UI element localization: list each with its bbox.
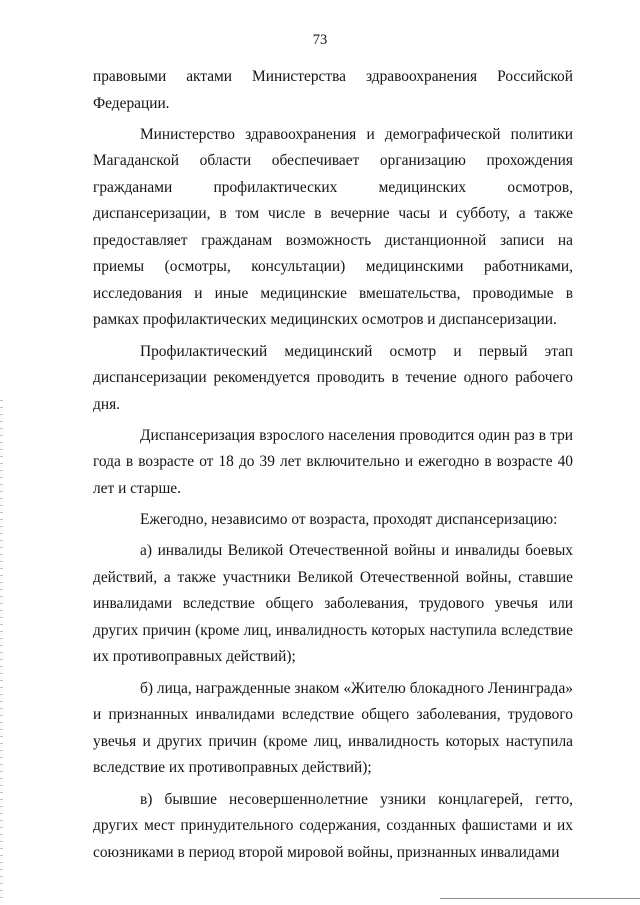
scan-edge-artifact (0, 400, 3, 900)
paragraph-ministry-organization: Министерство здравоохранения и демографической политики Магаданской области обеспечивает организацию прохождения гражданами профилактических медицинских осмотров, диспансеризации, в том числе в вечерние часы и субботу, а также предоставляет гражданам возможность дистанционной записи на приемы (осмотры, консультации) медицинскими работниками, исследования и иные медицинские вмешательства, проводимые в рамках профилактических медицинских осмотров и диспансеризации. (93, 125, 573, 329)
list-item-a: а) инвалиды Великой Отечественной войны и инвалиды боевых действий, а также участники Великой Отечественной войны, ставшие инвалидами вследствие общего заболевания, трудового увечья или других причин (кроме лиц, инвалидность которых наступила вследствие их противоправных действий); (93, 542, 573, 666)
list-item-v: в) бывшие несовершеннолетние узники концлагерей, гетто, других мест принудительного содержания, созданных фашистами и их союзниками в период второй мировой войны, признанных инвалидами (93, 790, 573, 861)
paragraph-annual-intro: Ежегодно, независимо от возраста, проходят диспансеризацию: (140, 511, 558, 529)
page-number: 73 (312, 32, 328, 48)
document-body (93, 64, 573, 871)
paragraph-continuation: правовыми актами Министерства здравоохранения Российской Федерации. (93, 68, 573, 112)
paragraph-one-day-exam: Профилактический медицинский осмотр и первый этап диспансеризации рекомендуется проводить в течение одного рабочего дня. (93, 342, 573, 413)
scan-bottom-line (440, 898, 640, 899)
paragraph-adult-schedule: Диспансеризация взрослого населения проводится один раз в три года в возрасте от 18 до 39 лет включительно и ежегодно в возрасте 40 лет и старше. (93, 426, 573, 497)
list-item-b: б) лица, награжденные знаком «Жителю блокадного Ленинграда» и признанных инвалидами вследствие общего заболевания, трудового увечья и других причин (кроме лиц, инвалидность которых наступила вследствие их противоправных действий); (93, 679, 573, 777)
